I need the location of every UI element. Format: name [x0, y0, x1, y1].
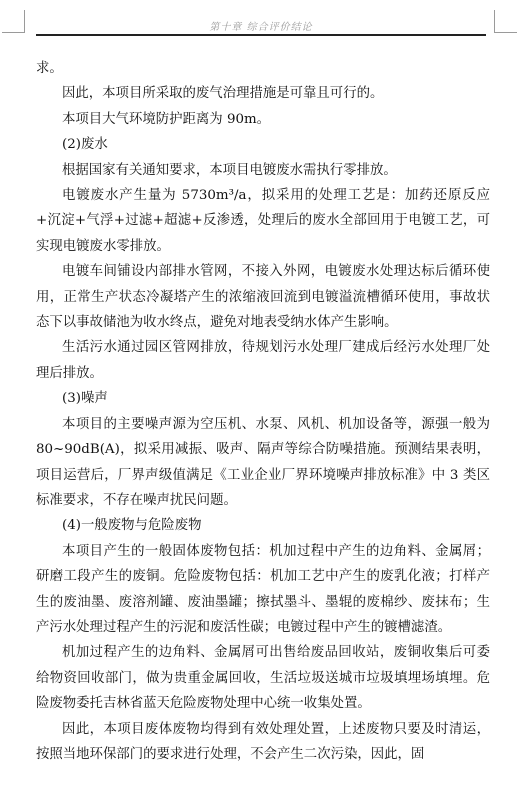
crop-mark-top-left	[2, 10, 25, 33]
section-heading-wastewater: (2)废水	[62, 137, 108, 153]
body-text	[36, 56, 490, 767]
crop-mark-top-right	[494, 10, 517, 33]
paragraph: 本项目的主要噪声源为空压机、水泵、风机、机加设备等，源强一般为 80~90dB(A)，拟采用减振、吸声、隔声等综合防噪措施。预测结果表明，项目运营后，厂界声级值满足《工业企业厂界环境噪声排放标准》中 3 类区标准要求，不存在噪声扰民问题。	[36, 416, 490, 508]
paragraph: 因此，本项目废体废物均得到有效处理处置，上述废物只要及时清运，按照当地环保部门的要求进行处理，不会产生二次污染，因此，固	[36, 721, 490, 762]
paragraph: 求。	[36, 61, 63, 76]
header-rule	[36, 34, 486, 36]
section-heading-solid-waste: (4)一般废物与危险废物	[62, 518, 202, 534]
paragraph: 电镀废水产生量为 5730m³/a，拟采用的处理工艺是：加药还原反应+沉淀+气浮+过滤+超滤+反渗透，处理后的废水全部回用于电镀工艺，可实现电镀废水零排放。	[36, 188, 490, 254]
paragraph: 生活污水通过园区管网排放，待规划污水处理厂建成后经污水处理厂处理后排放。	[36, 340, 490, 381]
paragraph: 机加过程产生的边角料、金属屑可出售给废品回收站，废铜收集后可委给物资回收部门，做为贵重金属回收，生活垃圾送城市垃圾填埋场填埋。危险废物委托吉林省蓝天危险废物处理中心统一收集处置。	[36, 645, 490, 712]
paragraph: 根据国家有关通知要求，本项目电镀废水需执行零排放。	[62, 162, 397, 178]
paragraph: 本项目产生的一般固体废物包括：机加过程中产生的边角料、金属屑；研磨工段产生的废铜。危险废物包括：机加工艺中产生的废乳化液；打样产生的废油墨、废溶剂罐、废油墨罐；擦拭墨斗、墨辊的废棉纱、废抹布；生产污水处理过程产生的污泥和废活性碳；电镀过程中产生的镀槽滤渣。	[36, 543, 490, 635]
running-header: 第十章 综合评价结论	[209, 22, 313, 33]
section-heading-noise: (3)噪声	[62, 391, 108, 407]
paragraph: 电镀车间铺设内部排水管网，不接入外网，电镀废水处理达标后循环使用，正常生产状态冷凝塔产生的浓缩液回流到电镀溢流槽循环使用，事故状态下以事故储池为收水终点，避免对地表受纳水体产生影响。	[36, 264, 490, 331]
paragraph: 因此，本项目所采取的废气治理措施是可靠且可行的。	[62, 86, 384, 102]
paragraph: 本项目大气环境防护距离为 90m。	[62, 111, 271, 127]
